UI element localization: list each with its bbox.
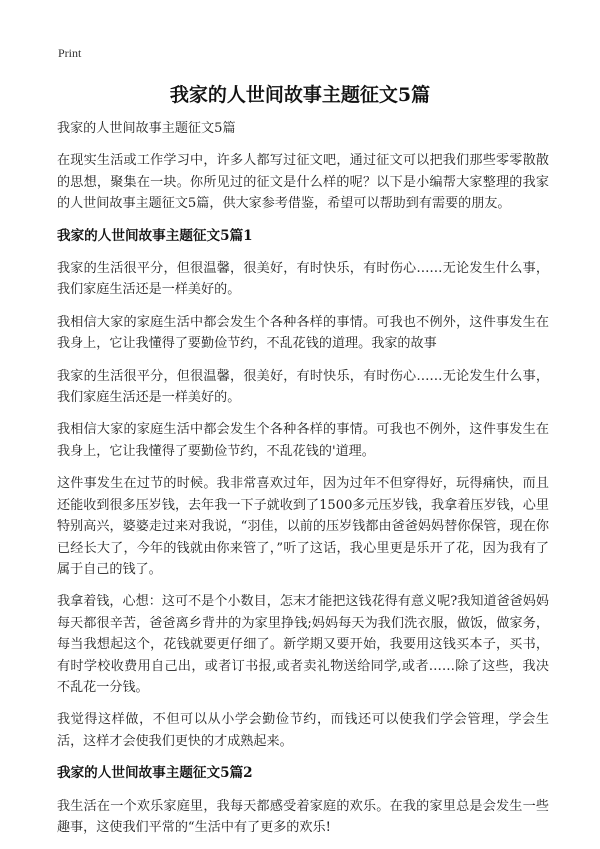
paragraph: 我觉得这样做，不但可以从小学会勤俭节约，而钱还可以使我们学会管理，学会生活，这样才会使我们更快的才成熟起来。 — [57, 712, 549, 749]
paragraph: 我家的生活很平分，但很温馨，很美好，有时快乐，有时伤心……无论发生什么事，我们家庭生活还是一样美好的。 — [57, 368, 549, 406]
intro-paragraph: 在现实生活或工作学习中，许多人都写过征文吧，通过征文可以把我们那些零零散散的思想，聚集在一块。你所见过的征文是什么样的呢？以下是小编帮大家整理的我家的人世间故事主题征文5篇，供大家参考借鉴，希望可以帮助到有需要的朋友。 — [57, 153, 549, 212]
section-heading-2: 我家的人世间故事主题征文5篇2 — [57, 765, 253, 782]
paragraph: 我生活在一个欢乐家庭里，我每天都感受着家庭的欢乐。在我的家里总是会发生一些趣事，这使我们平常的“生活中有了更多的欢乐! — [57, 798, 549, 835]
section-heading-1: 我家的人世间故事主题征文5篇1 — [57, 227, 253, 244]
paragraph: 我相信大家的家庭生活中都会发生个各种各样的事情。可我也不例外，这件事发生在我身上，它让我懂得了要勤俭节约，不乱花钱的道理。我家的故事 — [57, 314, 549, 352]
article-body — [57, 118, 549, 849]
page-title: 我家的人世间故事主题征文5篇 — [169, 84, 431, 106]
paragraph: 我相信大家的家庭生活中都会发生个各种各样的事情。可我也不例外，这件事发生在我身上，它让我懂得了要勤俭节约，不乱花钱的'道理。 — [57, 422, 549, 459]
paragraph: 我家的生活很平分，但很温馨，很美好，有时快乐，有时伤心……无论发生什么事，我们家庭生活还是一样美好的。 — [57, 261, 549, 298]
print-link[interactable]: Print — [58, 46, 82, 60]
paragraph: 这件事发生在过节的时候。我非常喜欢过年，因为过年不但穿得好，玩得痛快，而且还能收到很多压岁钱，去年我一下子就收到了1500多元压岁钱，我拿着压岁钱，心里特别高兴，婆婆走过来对我说，“羽佳，以前的压岁钱都由爸爸妈妈替你保管，现在你已经长大了，今年的钱就由你来管了，”听了这话，我心里更是乐开了花，因为我有了属于自己的钱了。 — [57, 476, 549, 577]
article-subtitle: 我家的人世间故事主题征文5篇 — [57, 121, 236, 136]
paragraph: 我拿着钱，心想：这可不是个小数目，怎末才能把这钱花得有意义呢?我知道爸爸妈妈每天都很辛苦，爸爸离乡背井的为家里挣钱;妈妈每天为我们洗衣服，做饭，做家务，每当我想起这个，花钱就要更仔细了。新学期又要开始，我要用这钱买本子，买书，有时学校收费用自己出，或者订书报,或者卖礼物送给同学,或者……除了这些，我决不乱花一分钱。 — [57, 594, 549, 695]
